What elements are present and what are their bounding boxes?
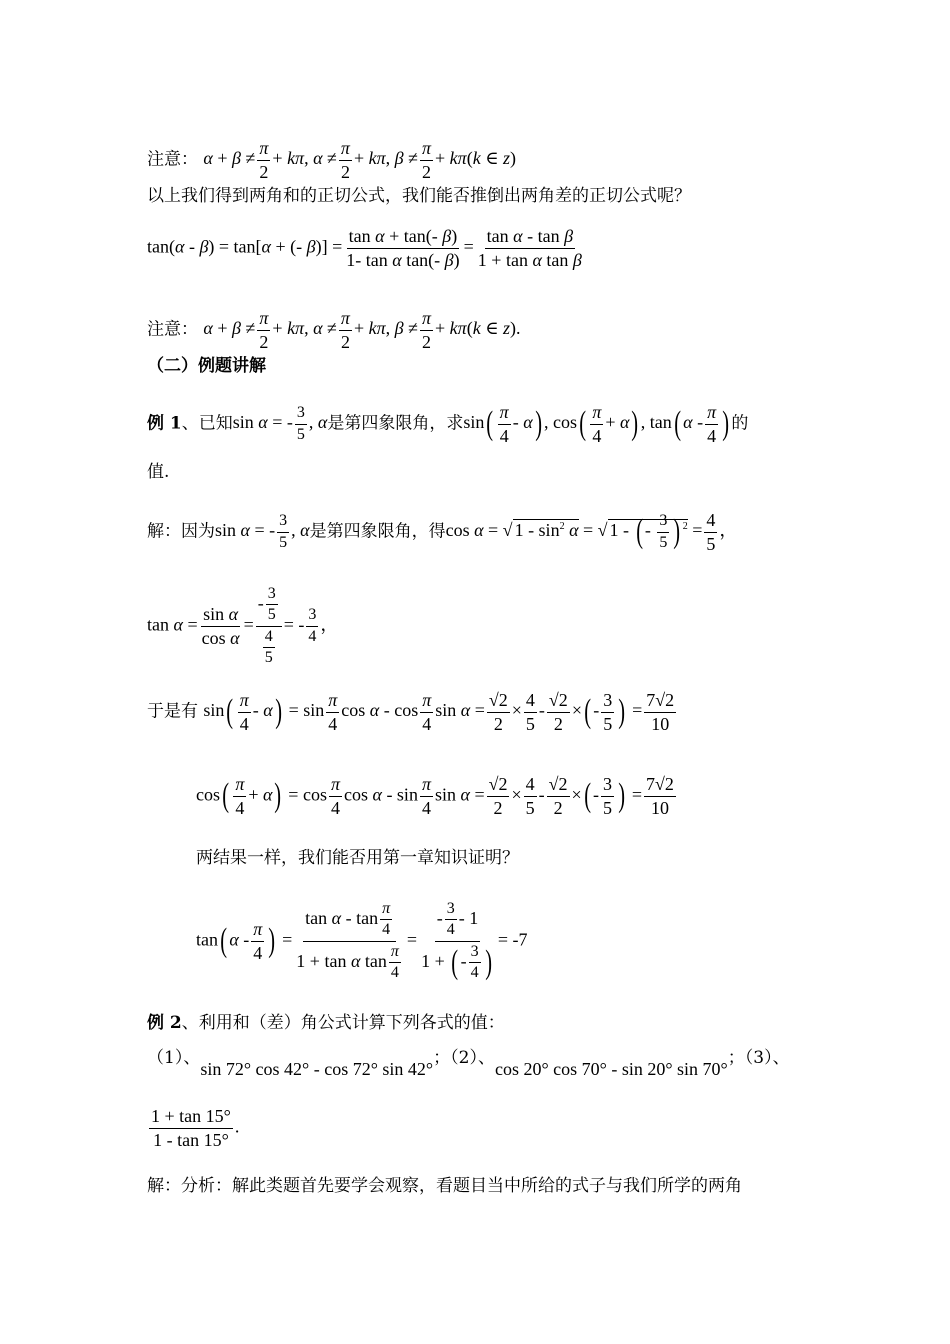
tan-diff-formula: tan(α - β) = tan[α + (- β)] = $\frac{\text{tan α + tan(- β)}}{\text{1- tan α tan(- β)}}$ = $\frac{\text{tan α - tan β}}{\text{1 + tan α tan β}}$ [147,226,582,270]
example-2: 例 2、利用和（差）角公式计算下列各式的值： [147,1013,505,1033]
solution-1-tan-diff: tan( α - $\frac{\pi}{4}$ ) = tan α - tan $\frac{\pi}{4}$ 1 + tan α tan $\frac{\pi}{4}$ = - $\frac{3}{4}$ - 1 1 + ( - $\frac{3}{4}$ ) = -7 [196,900,528,982]
question-diff: 以上我们得到两角和的正切公式，我们能否推倒出两角差的正切公式呢？ [147,186,691,206]
example-1: 例 1、已知sin α = - $\frac{3}{5}$ , α是第四象限角，求sin( $\frac{\pi}{4}$ - α) , cos( $\frac{\pi}{4}$ + α) , tan( α - $\frac{\pi}{4}$ ) 的 [147,402,749,446]
example-2-items: （1）、sin 72° cos 42° - cos 72° sin 42°；（2）、cos 20° cos 70° - sin 20° sin 70°；（3）、 [147,1048,790,1079]
note-line-1: 注意： α + β ≠ $\frac{\pi}{2}$ + kπ, α ≠ $\frac{\pi}{2}$ + kπ, β ≠ $\frac{\pi}{2}$ + kπ(k ∈ z) [147,138,517,182]
note-formula-2: α + β ≠ $\frac{\pi}{2}$ + kπ, α ≠ $\frac{\pi}{2}$ + kπ, β ≠ $\frac{\pi}{2}$ + kπ(k ∈ z). [203,308,521,352]
solution-1-cos: cos( $\frac{\pi}{4}$ + α) = cos $\frac{\pi}{4}$ cos α - sin $\frac{\pi}{4}$ sin α = $\frac{√2}{2}$ × $\frac{4}{5}$ - $\frac{√2}{2}$ ×( - $\frac{3}{5}$ ) = $\frac{7√2}{10}$ [196,774,674,818]
solution-2: 解：分析：解此类题首先要学会观察，看题目当中所给的式子与我们所学的两角 [147,1176,742,1196]
example-2-item-3: $\frac{1 + \tan 15^\circ}{1 - \tan 15^\circ}$ . [151,1106,240,1150]
note-line-2: 注意： α + β ≠ $\frac{\pi}{2}$ + kπ, α ≠ $\frac{\pi}{2}$ + kπ, β ≠ $\frac{\pi}{2}$ + kπ(k ∈ z). [147,308,521,352]
solution-1-tan: tan α = $\frac{\text{sin α}}{\text{cos α}}$ = - $\frac{3}{5}$ $\frac{4}{5}$ = - $\frac{3}{4}$ ， [147,585,339,667]
solution-1-line-1: 解：因为sin α = - $\frac{3}{5}$ , α是第四象限角，得cos α = √ $1 - \sin^2 \alpha$ = √ 1 - ( - $\frac{3}{5}$ ) $^2$ = $\frac{4}{5}$ ， [147,510,738,554]
note-formula-1: α + β ≠ $\frac{\pi}{2}$ + kπ, α ≠ $\frac{\pi}{2}$ + kπ, β ≠ $\frac{\pi}{2}$ + kπ(k ∈ z) [203,138,517,182]
section-title: （二）例题讲解 [147,356,266,376]
example-1-cont: 值. [147,462,170,482]
solution-1-sin: 于是有 sin( $\frac{\pi}{4}$ - α) = sin $\frac{\pi}{4}$ cos α - cos $\frac{\pi}{4}$ sin α = $\frac{√2}{2}$ × $\frac{4}{5}$ - $\frac{√2}{2}$ ×( - $\frac{3}{5}$ ) = $\frac{7√2}{10}$ [147,690,675,734]
same-result: 两结果一样，我们能否用第一章知识证明？ [196,848,519,868]
